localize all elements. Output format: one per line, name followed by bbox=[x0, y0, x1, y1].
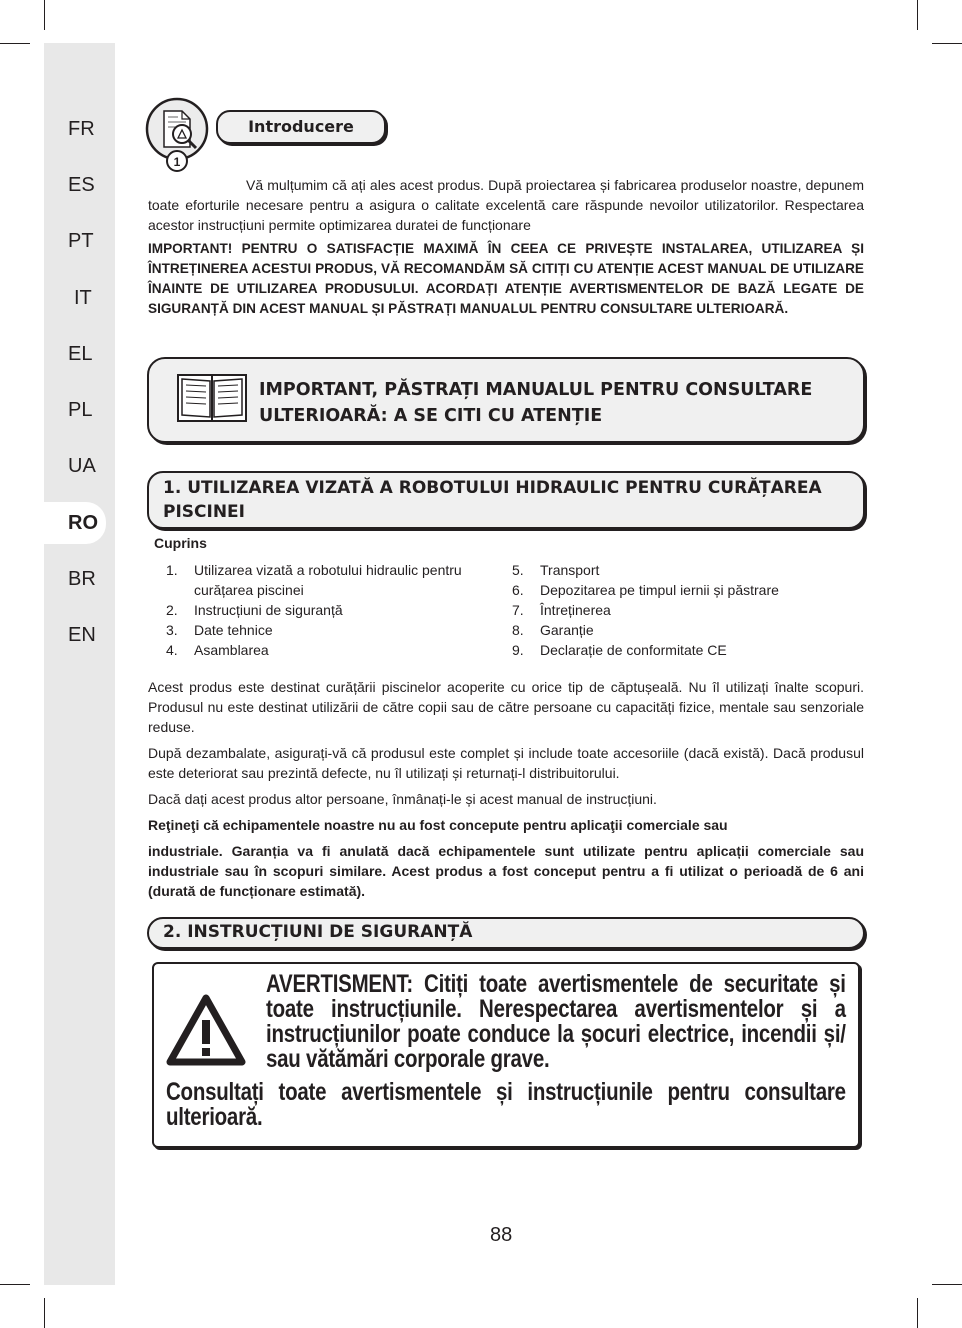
lang-tab-ro[interactable]: RO bbox=[44, 502, 106, 544]
toc-item[interactable]: Instrucțiuni de siguranță bbox=[194, 602, 343, 618]
document-warning-icon bbox=[144, 97, 212, 173]
intro-title-pill bbox=[216, 110, 386, 144]
crop-mark bbox=[44, 1298, 45, 1328]
section1-p5: industriale. Garanția va fi anulată dacă echipamentele sunt utilizate pentru aplicații comerciale sau industriale sau în scopuri similare. Acest produs a fost conceput pentru a fi utilizat o perioadă de 6 ani (durată de funcționare estimată). bbox=[148, 843, 864, 899]
lang-tab-ua[interactable]: UA bbox=[68, 455, 96, 477]
lang-tab-pt[interactable]: PT bbox=[68, 230, 94, 252]
toc-item[interactable]: Întreținerea bbox=[540, 602, 611, 618]
crop-mark bbox=[932, 43, 962, 44]
crop-mark bbox=[0, 1284, 30, 1285]
toc-item[interactable]: Utilizarea vizată a robotului hidraulic pentru curățarea piscinei bbox=[194, 562, 462, 598]
section1-p1: Acest produs este destinat curățării piscinelor acoperite cu orice tip de căptușeală. Nu îl utilizați înalte scopuri. Produsul nu este destinat utilizării de către copii sau de către persoane cu capacități fizice, mentale sau senzoriale reduse. bbox=[148, 679, 864, 735]
section2-header bbox=[147, 917, 865, 949]
warning-triangle-icon bbox=[166, 994, 246, 1066]
section1-header bbox=[147, 471, 865, 529]
lang-tab-fr[interactable]: FR bbox=[68, 118, 95, 140]
section1-p2: După dezambalate, asigurați-vă că produsul este complet și include toate accesoriile (dacă există). Dacă produsul este deteriorat sau prezintă defecte, nu îl utilizați și returnați-l distribuitorului. bbox=[148, 745, 864, 781]
crop-mark bbox=[932, 1284, 962, 1285]
toc-num: 3. bbox=[166, 622, 178, 638]
lang-tab-pl[interactable]: PL bbox=[68, 399, 93, 421]
toc-num: 6. bbox=[512, 582, 524, 598]
keep-manual-notice bbox=[147, 357, 865, 443]
warning-main-text: AVERTISMENT: Citiți toate avertismentele de securitate și toate instrucțiunile. Nerespectarea avertismentelor și a instrucțiunilor poate conduce la șocuri electrice, incendii și/ sau vătămări corporale grave. bbox=[266, 970, 846, 1073]
toc-item[interactable]: Declarație de conformitate CE bbox=[540, 642, 727, 658]
toc-item[interactable]: Date tehnice bbox=[194, 622, 273, 638]
keep-manual-line1: IMPORTANT, PĂSTRAȚI MANUALUL PENTRU CONSULTARE bbox=[259, 380, 813, 400]
lang-tab-en[interactable]: EN bbox=[68, 624, 96, 646]
toc-item[interactable]: Asamblarea bbox=[194, 642, 269, 658]
toc-title: Cuprins bbox=[154, 535, 207, 551]
toc-num: 2. bbox=[166, 602, 178, 618]
keep-manual-line2: ULTERIOARĂ: A SE CITI CU ATENȚIE bbox=[259, 406, 603, 426]
intro-badge: 1 bbox=[173, 155, 181, 169]
toc-num: 7. bbox=[512, 602, 524, 618]
toc-item[interactable]: Garanție bbox=[540, 622, 594, 638]
toc-item[interactable]: Depozitarea pe timpul iernii și păstrare bbox=[540, 582, 779, 598]
lang-tab-br[interactable]: BR bbox=[68, 568, 96, 590]
crop-mark bbox=[44, 0, 45, 30]
lang-tab-es[interactable]: ES bbox=[68, 174, 95, 196]
lang-tab-el[interactable]: EL bbox=[68, 343, 93, 365]
toc-num: 1. bbox=[166, 562, 178, 578]
crop-mark bbox=[917, 0, 918, 30]
intro-important: IMPORTANT! PENTRU O SATISFACȚIE MAXIMĂ ÎN CEEA CE PRIVEȘTE INSTALAREA, UTILIZAREA ȘI ÎNTREȚINEREA ACESTUI PRODUS, VĂ RECOMANDĂM SĂ CITIȚI CU ATENȚIE ACEST MANUAL DE UTILIZARE ÎNAINTE DE UTILIZAREA PRODUSULUI. ACORDAȚI ATENȚIE AVERTISMENTELOR DE BAZĂ LEGATE DE SIGURANȚĂ DIN ACEST MANUAL ȘI PĂSTRAȚI MANUALUL PENTRU CONSULTARE ULTERIOARĂ. bbox=[148, 241, 864, 316]
crop-mark bbox=[0, 43, 30, 44]
keep-manual-text bbox=[259, 377, 829, 429]
lang-tab-it[interactable]: IT bbox=[74, 287, 92, 309]
warning-sub-text: Consultați toate avertismentele și instrucțiunile pentru consultare ulterioară. bbox=[166, 1078, 846, 1131]
section1-p4: Reţineţi că echipamentele noastre nu au fost concepute pentru aplicaţii comerciale sau bbox=[148, 817, 728, 833]
toc-num: 4. bbox=[166, 642, 178, 658]
page-number: 88 bbox=[490, 1224, 513, 1246]
toc-item[interactable]: Transport bbox=[540, 562, 600, 578]
safety-warning-box bbox=[152, 962, 860, 1148]
open-book-icon bbox=[177, 371, 247, 423]
intro-paragraph: Vă mulțumim că ați ales acest produs. După proiectarea și fabricarea produselor noastre, depunem toate eforturile necesare pentru a asigura o calitate excelentă care răspunde nevoilor utilizatorilor. Respectarea acestor instrucțiuni permite optimizarea duratei de funcționare bbox=[148, 177, 864, 233]
crop-mark bbox=[917, 1298, 918, 1328]
intro-title: Introducere bbox=[248, 117, 354, 136]
section1-title: 1. UTILIZAREA VIZATĂ A ROBOTULUI HIDRAULIC PENTRU CURĂȚAREA PISCINEI bbox=[163, 478, 822, 522]
toc-num: 9. bbox=[512, 642, 524, 658]
toc-num: 8. bbox=[512, 622, 524, 638]
toc-num: 5. bbox=[512, 562, 524, 578]
section1-p3: Dacă dați acest produs altor persoane, înmânați-le și acest manual de instrucțiuni. bbox=[148, 791, 657, 807]
section2-title: 2. INSTRUCȚIUNI DE SIGURANȚĂ bbox=[163, 922, 473, 942]
